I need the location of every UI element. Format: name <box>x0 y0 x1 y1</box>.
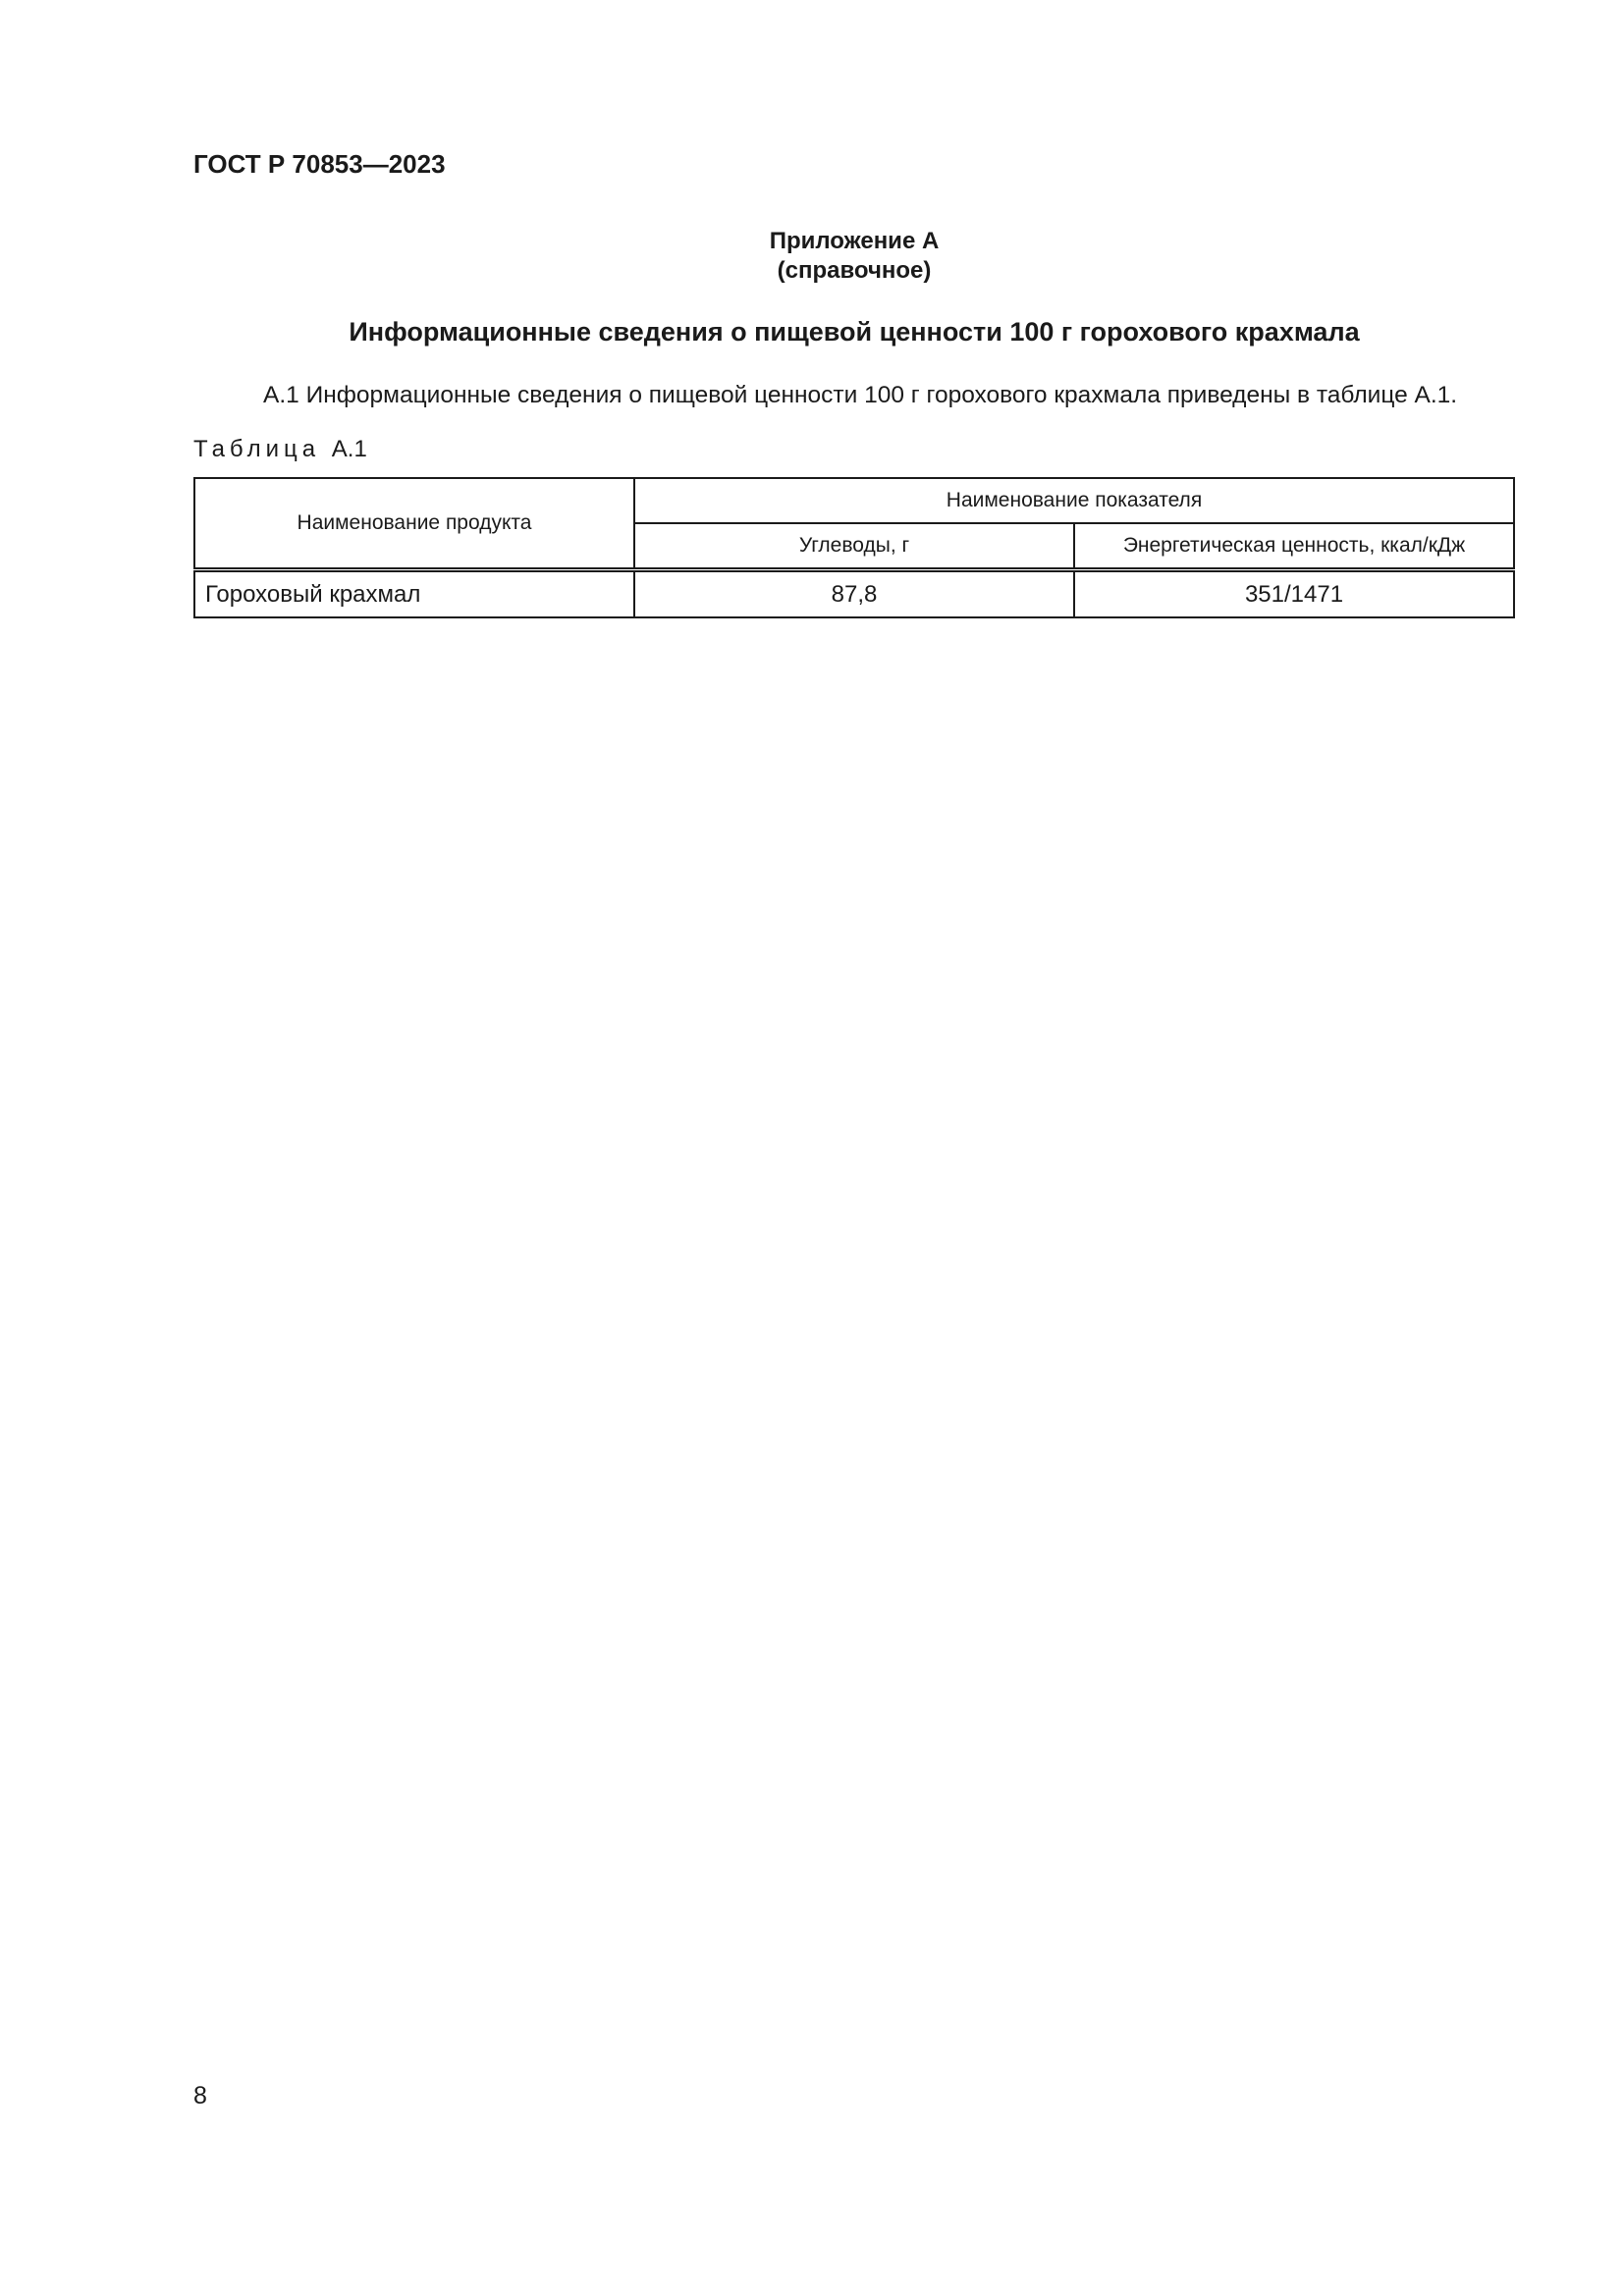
appendix-kind: (справочное) <box>777 257 932 284</box>
page-number: 8 <box>193 2082 207 2109</box>
cell-carbs: 87,8 <box>634 570 1074 618</box>
cell-product: Гороховый крахмал <box>194 570 634 618</box>
column-header-product: Наименование продукта <box>194 478 634 570</box>
column-header-energy: Энергетическая ценность, ккал/кДж <box>1074 523 1514 570</box>
table-caption-word: Таблица <box>193 436 321 462</box>
table-caption <box>193 436 367 463</box>
section-paragraph: А.1 Информационные сведения о пищевой ценности 100 г горохового крахмала приведены в таблице А.1. <box>263 382 1458 408</box>
appendix-title: Приложение А <box>769 228 940 254</box>
column-header-carbs: Углеводы, г <box>634 523 1074 570</box>
table-caption-number: А.1 <box>331 436 367 462</box>
section-heading: Информационные сведения о пищевой ценности 100 г горохового крахмала <box>349 317 1360 347</box>
cell-energy: 351/1471 <box>1074 570 1514 618</box>
table-row <box>194 570 1514 618</box>
document-header: ГОСТ Р 70853—2023 <box>193 149 446 179</box>
column-group-header-indicator: Наименование показателя <box>634 478 1514 523</box>
nutrition-table <box>193 477 1515 618</box>
